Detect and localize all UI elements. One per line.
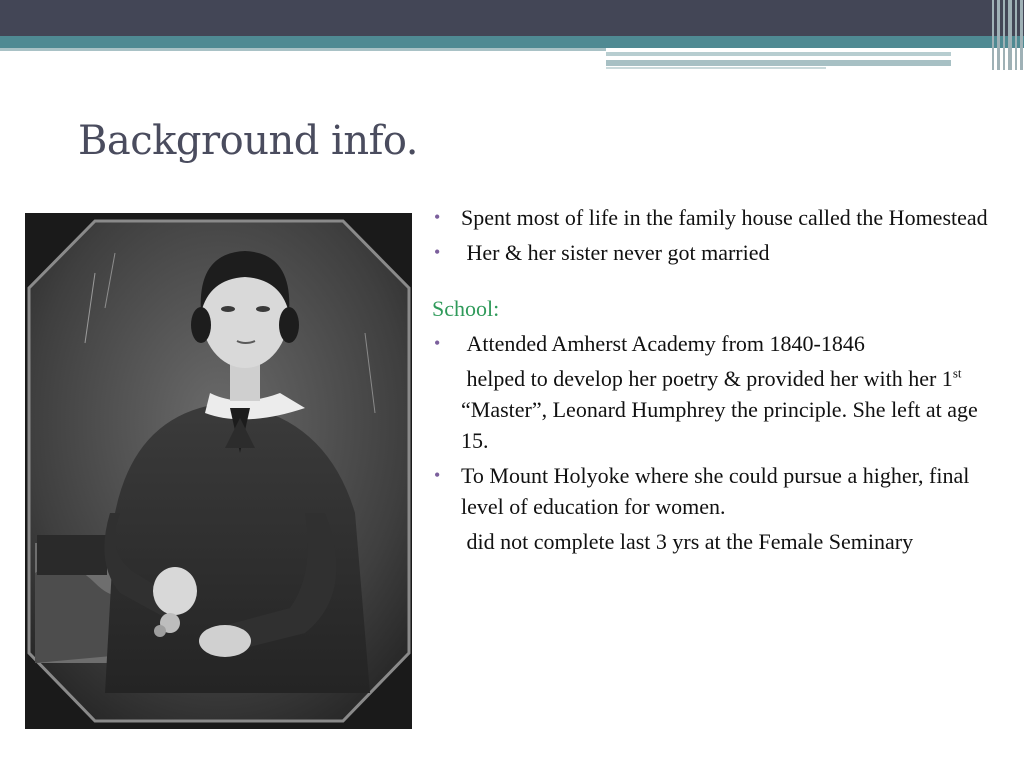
- bullet-text: Attended Amherst Academy from 1840-1846: [461, 331, 865, 356]
- bullet-dot-icon: •: [434, 465, 441, 485]
- bullet-text: To Mount Holyoke where she could pursue a higher, final level of education for women.: [461, 463, 970, 519]
- list-item: [432, 460, 992, 522]
- header-tab-line: [606, 67, 826, 69]
- list-item: [432, 202, 992, 233]
- sub-paragraph: [432, 363, 992, 456]
- header-tab-line: [606, 52, 951, 56]
- sub-paragraph-text: “Master”, Leonard Humphrey the principle. She left at age 15.: [461, 366, 984, 453]
- bullet-dot-icon: •: [434, 242, 441, 262]
- header-tab-line: [606, 60, 951, 66]
- sub-paragraph-text: helped to develop her poetry & provided her with her 1: [461, 366, 953, 391]
- slide-body: [432, 202, 992, 557]
- bullet-text: Spent most of life in the family house called the Homestead: [461, 205, 988, 230]
- header-vertical-stripes: [990, 0, 1024, 70]
- header-band-dark: [0, 0, 1024, 36]
- school-heading: School:: [432, 296, 500, 321]
- superscript-text: st: [952, 365, 962, 381]
- sub-paragraph: did not complete last 3 yrs at the Female Seminary: [461, 529, 914, 554]
- bullet-dot-icon: •: [434, 333, 441, 353]
- list-item: [432, 328, 992, 359]
- list-item: [432, 237, 992, 268]
- portrait-photo: [25, 213, 412, 729]
- bullet-text: Her & her sister never got married: [461, 240, 770, 265]
- header-band-teal: [0, 36, 1024, 48]
- bullet-dot-icon: •: [434, 207, 441, 227]
- slide-title: Background info.: [78, 118, 418, 164]
- header-band-light: [0, 48, 606, 51]
